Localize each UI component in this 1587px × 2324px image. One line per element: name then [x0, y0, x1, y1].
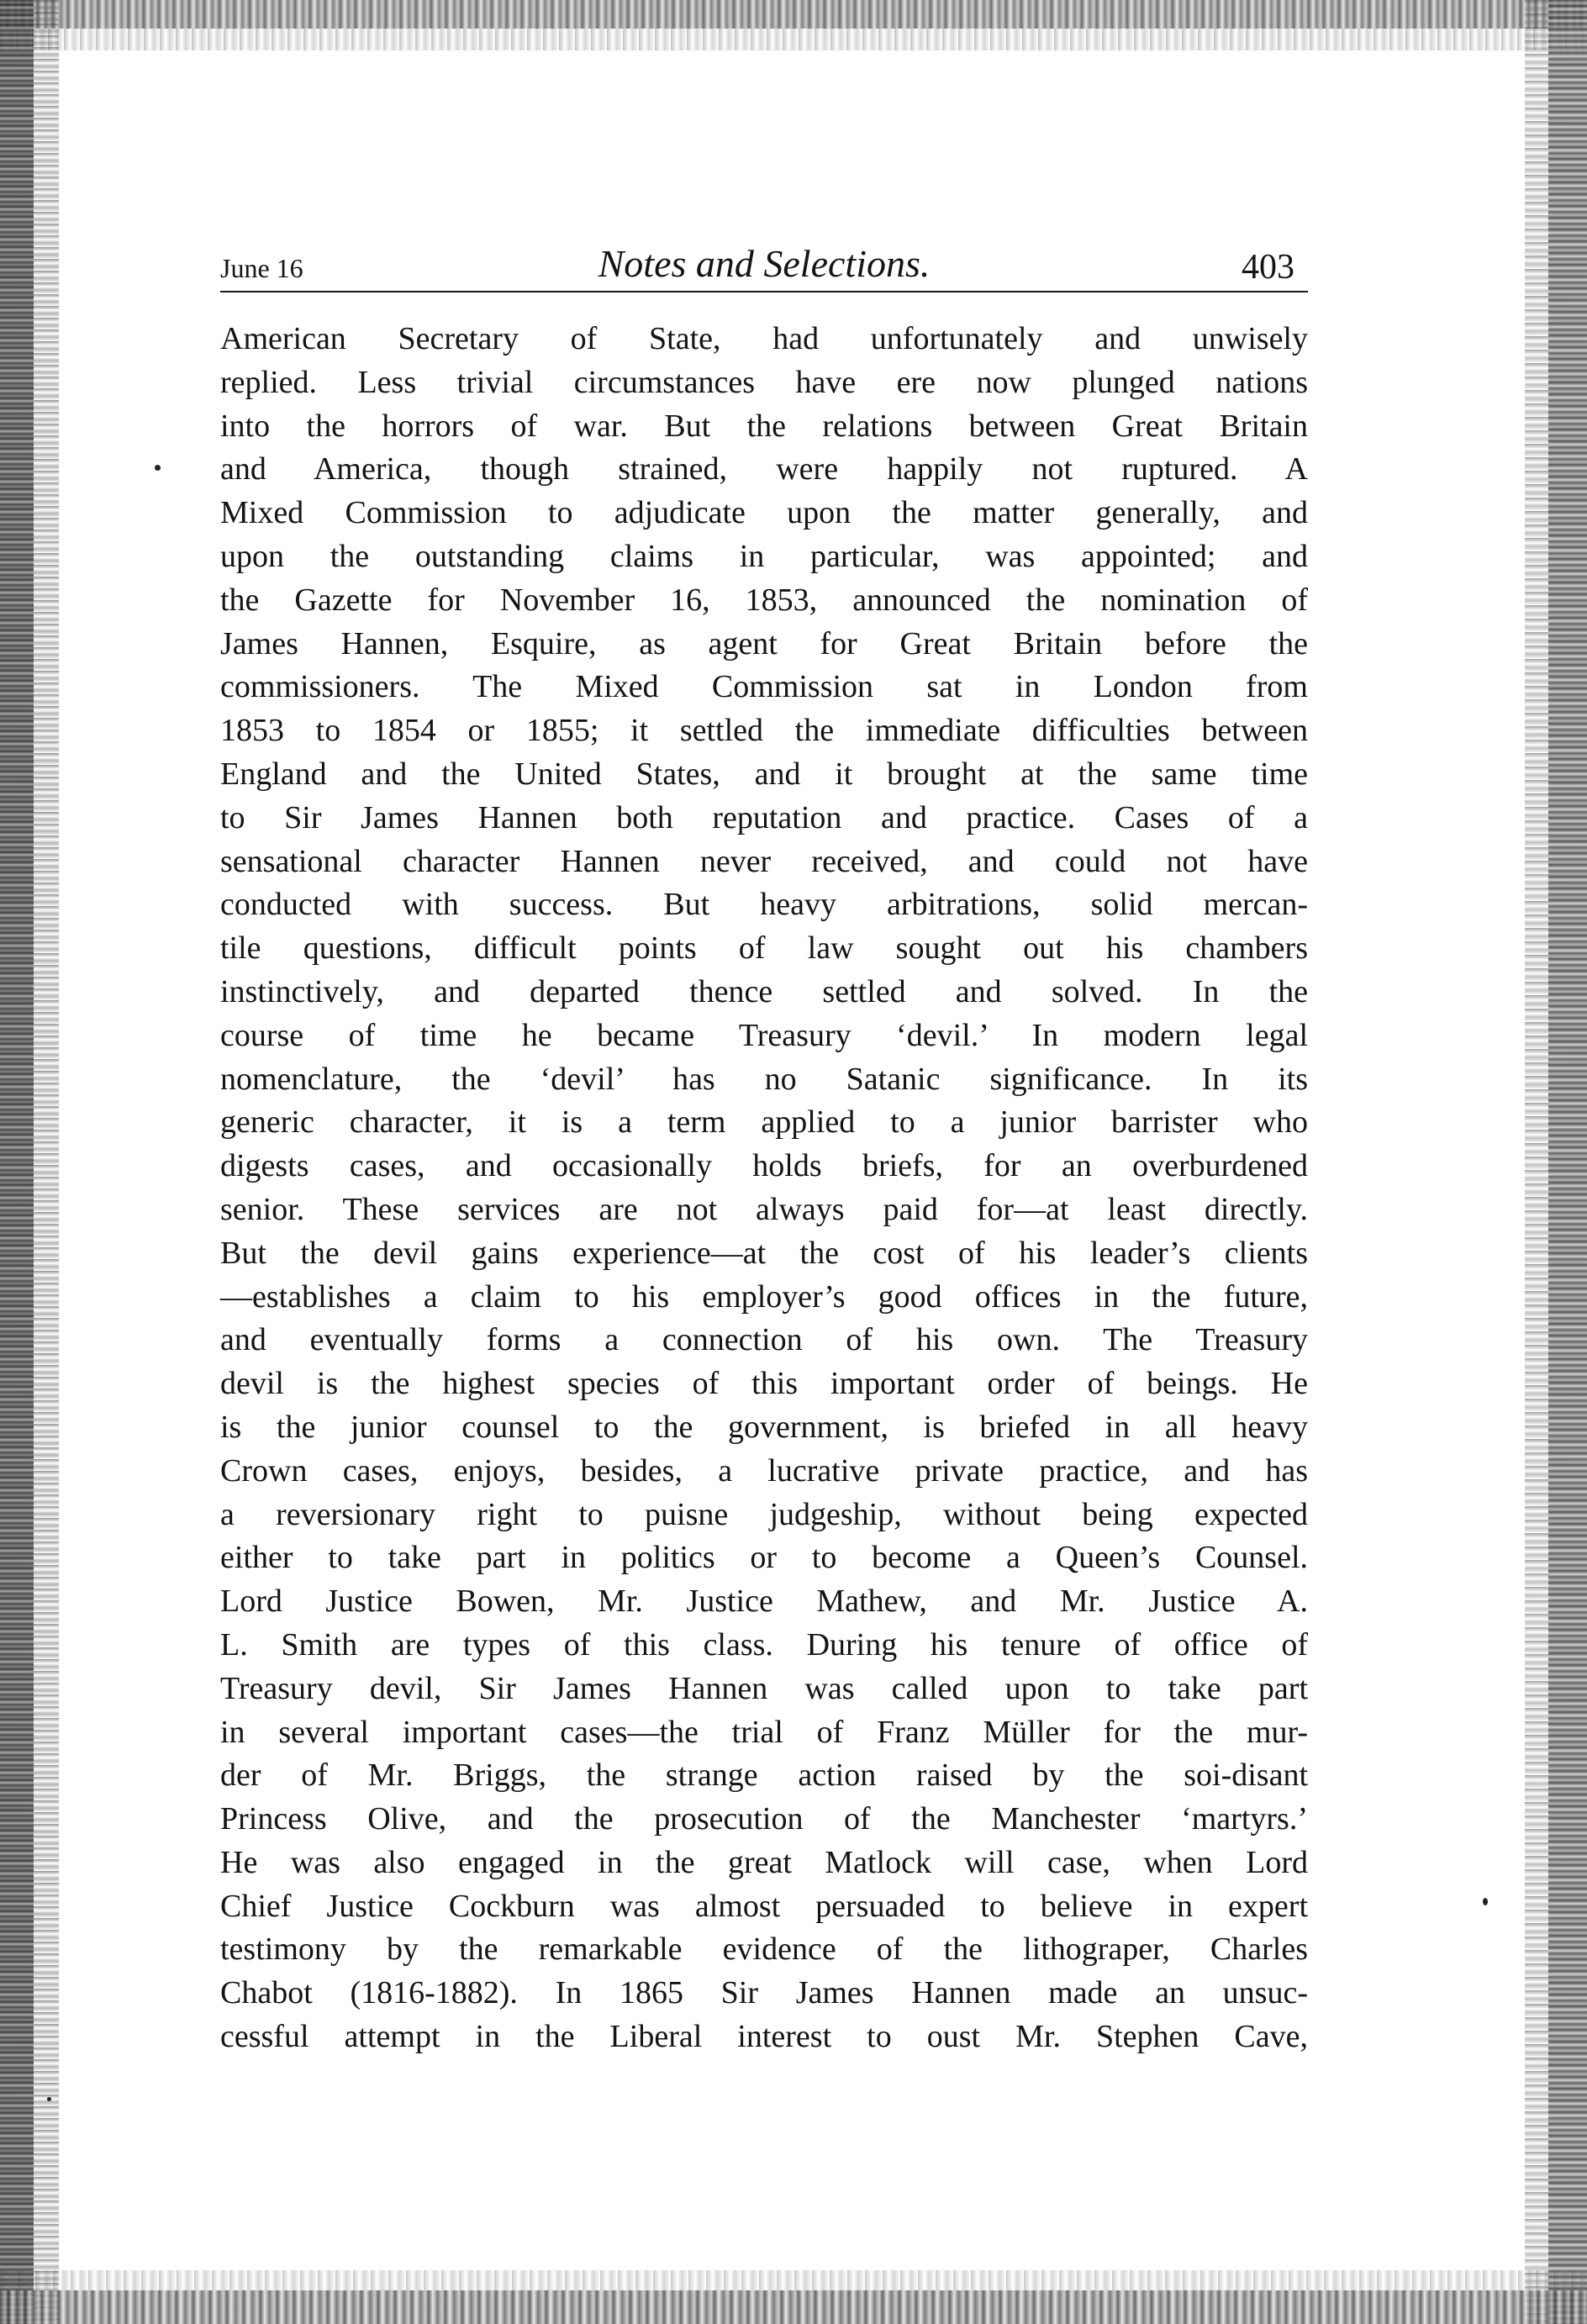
text-line: Lord Justice Bowen, Mr. Justice Mathew, and Mr. Justice A.	[220, 1584, 1308, 1620]
scan-edge-right	[1548, 0, 1587, 2324]
text-line: instinctively, and departed thence settled and solved. In the	[220, 973, 1308, 1009]
scan-edge-top-shadow	[0, 29, 1587, 50]
text-line: But the devil gains experience—at the cost of his leader’s clients	[220, 1235, 1308, 1271]
text-line: He was also engaged in the great Matlock will case, when Lord	[220, 1844, 1308, 1880]
text-line: Treasury devil, Sir James Hannen was called upon to take part	[220, 1670, 1308, 1706]
text-line: is the junior counsel to the government, is briefed in all heavy	[220, 1409, 1308, 1445]
text-line: generic character, it is a term applied to a junior barrister who	[220, 1104, 1308, 1141]
text-line: cessful attempt in the Liberal interest to oust Mr. Stephen Cave,	[220, 2019, 1308, 2055]
scan-edge-bottom	[0, 2290, 1587, 2324]
text-line: either to take part in politics or to become a Queen’s Counsel.	[220, 1540, 1308, 1576]
text-line: and America, though strained, were happily not ruptured. A	[220, 451, 1308, 487]
text-line: testimony by the remarkable evidence of the lithograper, Charles	[220, 1931, 1308, 1968]
stray-ink-mark	[1483, 1898, 1488, 1905]
text-line: commissioners. The Mixed Commission sat in London from	[220, 669, 1308, 705]
text-line: Crown cases, enjoys, besides, a lucrative private practice, and has	[220, 1452, 1308, 1489]
text-line: Chabot (1816-1882). In 1865 Sir James Hannen made an unsuc-	[220, 1975, 1308, 2011]
text-line: course of time he became Treasury ‘devil.’ In modern legal	[220, 1017, 1308, 1053]
text-line: conducted with success. But heavy arbitrations, solid mercan-	[220, 887, 1308, 923]
text-line: American Secretary of State, had unfortunately and unwisely	[220, 321, 1308, 356]
text-line: der of Mr. Briggs, the strange action raised by the soi-disant	[220, 1757, 1308, 1794]
page-number: 403	[1242, 248, 1294, 287]
scan-edge-bottom-shadow	[0, 2270, 1587, 2290]
text-line: in several important cases—the trial of Franz Müller for the mur-	[220, 1714, 1308, 1750]
body-text	[220, 318, 1308, 2059]
text-line: 1853 to 1854 or 1855; it settled the immediate difficulties between	[220, 713, 1308, 749]
text-line: Mixed Commission to adjudicate upon the matter generally, and	[220, 495, 1308, 531]
text-line: Chief Justice Cockburn was almost persuaded to believe in expert	[220, 1888, 1308, 1924]
running-head-title: Notes and Selections.	[598, 242, 931, 285]
text-line: senior. These services are not always paid for—at least directly.	[220, 1191, 1308, 1227]
text-line: into the horrors of war. But the relations between Great Britain	[220, 408, 1308, 444]
text-line: tile questions, difficult points of law sought out his chambers	[220, 930, 1308, 967]
scan-edge-left-shadow	[34, 0, 59, 2324]
text-line: sensational character Hannen never received, and could not have	[220, 843, 1308, 879]
text-line: L. Smith are types of this class. During his tenure of office of	[220, 1626, 1308, 1663]
stray-ink-mark	[47, 2097, 51, 2101]
text-line: devil is the highest species of this important order of beings. He	[220, 1366, 1308, 1402]
scan-edge-left	[0, 0, 34, 2324]
scan-edge-top	[0, 0, 1587, 29]
running-head	[220, 239, 1308, 292]
text-line: replied. Less trivial circumstances have ere now plunged nations	[220, 364, 1308, 400]
text-line: and eventually forms a connection of his own. The Treasury	[220, 1322, 1308, 1358]
text-line: England and the United States, and it brought at the same time	[220, 756, 1308, 792]
text-line: Princess Olive, and the prosecution of the Manchester ‘martyrs.’	[220, 1801, 1308, 1837]
stray-ink-mark	[155, 465, 161, 471]
text-line: upon the outstanding claims in particular, was appointed; and	[220, 538, 1308, 574]
text-line: James Hannen, Esquire, as agent for Great Britain before the	[220, 625, 1308, 661]
text-line: nomenclature, the ‘devil’ has no Satanic significance. In its	[220, 1061, 1308, 1097]
scan-edge-right-shadow	[1525, 0, 1548, 2324]
running-head-date: June 16	[220, 253, 303, 283]
text-line: —establishes a claim to his employer’s good offices in the future,	[220, 1278, 1308, 1315]
text-line: to Sir James Hannen both reputation and practice. Cases of a	[220, 799, 1308, 835]
text-line: digests cases, and occasionally holds briefs, for an overburdened	[220, 1148, 1308, 1184]
text-line: a reversionary right to puisne judgeship, without being expected	[220, 1496, 1308, 1532]
text-line: the Gazette for November 16, 1853, announced the nomination of	[220, 582, 1308, 618]
